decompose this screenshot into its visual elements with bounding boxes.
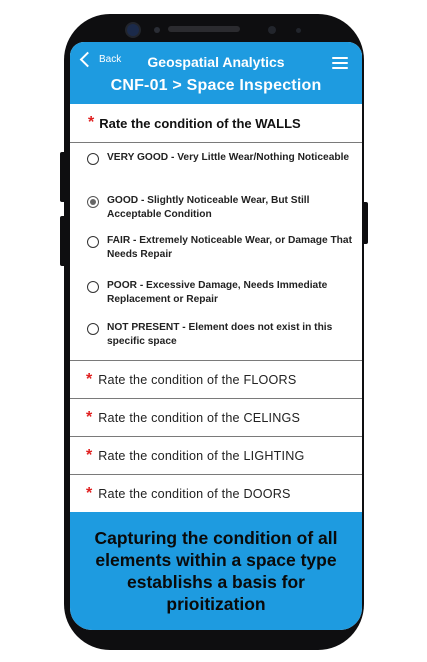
required-asterisk: * — [86, 446, 93, 464]
question-floors[interactable] — [70, 360, 362, 398]
app-title: Geospatial Analytics — [147, 54, 285, 70]
question-celings[interactable] — [70, 398, 362, 436]
question-celings-label: Rate the condition of the CELINGS — [98, 410, 301, 425]
required-asterisk: * — [86, 370, 93, 388]
question-doors-label: Rate the condition of the DOORS — [98, 486, 291, 501]
radio-good-selected[interactable] — [87, 196, 99, 208]
hamburger-menu-icon[interactable] — [332, 57, 348, 69]
radio-very-good[interactable] — [87, 153, 99, 165]
sensor-icon — [154, 27, 160, 33]
option-fair-label: FAIR - Extremely Noticeable Wear, or Damage That Needs Repair — [107, 235, 352, 260]
radio-poor[interactable] — [87, 281, 99, 293]
back-label: Back — [99, 54, 122, 65]
volume-down-button — [60, 216, 66, 266]
option-not-present[interactable] — [70, 321, 362, 355]
earpiece-speaker — [168, 26, 240, 32]
option-very-good[interactable] — [70, 151, 362, 185]
required-asterisk: * — [88, 114, 95, 131]
required-asterisk: * — [86, 484, 93, 502]
app-screen — [70, 42, 362, 630]
question-lighting[interactable] — [70, 436, 362, 474]
option-very-good-label: VERY GOOD - Very Little Wear/Nothing Noticeable — [107, 152, 350, 163]
question-lighting-label: Rate the condition of the LIGHTING — [98, 448, 305, 463]
radio-fair[interactable] — [87, 236, 99, 248]
option-good-label: GOOD - Slightly Noticeable Wear, But Still Acceptable Condition — [107, 195, 310, 220]
proximity-sensor-icon — [268, 26, 276, 34]
question-floors-label: Rate the condition of the FLOORS — [98, 372, 297, 387]
info-banner — [70, 512, 362, 630]
option-poor[interactable] — [70, 279, 362, 313]
question-doors[interactable] — [70, 474, 362, 512]
required-asterisk: * — [86, 408, 93, 426]
page-title: CNF-01 > Space Inspection — [110, 77, 322, 94]
radio-not-present[interactable] — [87, 323, 99, 335]
front-camera-icon — [127, 24, 139, 36]
option-poor-label: POOR - Excessive Damage, Needs Immediate Replacement or Repair — [107, 280, 328, 305]
power-button — [362, 202, 368, 244]
app-header — [70, 42, 362, 104]
option-fair[interactable] — [70, 234, 362, 268]
question-walls-header[interactable] — [70, 104, 362, 143]
info-banner-text: Capturing the condition of all elements within a space type establishs a basis for prioitization — [94, 528, 338, 614]
light-sensor-icon — [296, 28, 301, 33]
option-not-present-label: NOT PRESENT - Element does not exist in this specific space — [107, 322, 333, 347]
volume-up-button — [60, 152, 66, 202]
question-walls-label: Rate the condition of the WALLS — [99, 115, 301, 131]
option-good[interactable] — [70, 194, 362, 228]
